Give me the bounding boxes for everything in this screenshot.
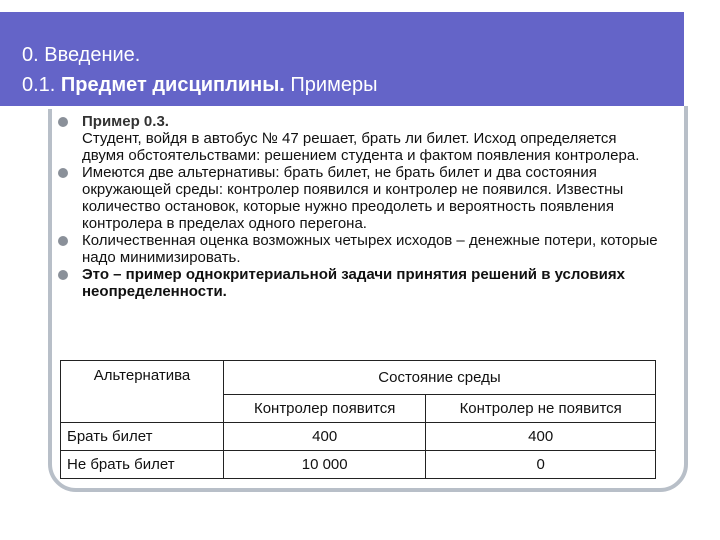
title-line-2	[22, 74, 377, 97]
column-controller-appears: Контролер появится	[224, 394, 426, 422]
column-controller-not-appears: Контролер не появится	[426, 394, 656, 422]
example-heading: Пример 0.3.	[82, 113, 169, 130]
cell-value: 10 000	[224, 450, 426, 478]
bullet-icon	[58, 117, 68, 127]
table-row	[61, 422, 656, 450]
bullet-icon	[58, 168, 68, 178]
header-gap	[684, 12, 720, 106]
bullet-icon	[58, 270, 68, 280]
decision-table	[60, 360, 656, 479]
bullet-item	[58, 232, 658, 266]
table-row	[61, 450, 656, 478]
table-subheader-row	[61, 394, 656, 422]
bullet-list	[58, 113, 658, 300]
title-number: 0.1.	[22, 74, 56, 96]
bullet-item	[58, 113, 658, 164]
alternative-header: Альтернатива	[61, 361, 224, 395]
row-label: Брать билет	[61, 422, 224, 450]
cell-value: 400	[224, 422, 426, 450]
title-line-1: 0. Введение.	[22, 44, 141, 66]
title-bold: Предмет дисциплины.	[60, 74, 285, 96]
title-rest: Примеры	[290, 74, 378, 96]
title-underline	[0, 106, 636, 109]
alternative-header-spacer	[61, 394, 224, 422]
bullet-text: Студент, войдя в автобус № 47 решает, брать ли билет. Исход определяется двумя обстоятельствами: решением студента и фактом появления контролера.	[82, 130, 640, 164]
bullet-icon	[58, 236, 68, 246]
title-band	[0, 12, 712, 106]
bullet-text: Это – пример однокритериальной задачи принятия решений в условиях неопределенности.	[82, 266, 625, 300]
row-label: Не брать билет	[61, 450, 224, 478]
cell-value: 400	[426, 422, 656, 450]
state-header: Состояние среды	[224, 361, 656, 395]
table-header-row	[61, 361, 656, 395]
bullet-text: Имеются две альтернативы: брать билет, не брать билет и два состояния окружающей среды: контролер появился и контролер не появился. Известны количество остановок, которые нужно преодолеть и вероятность появления контролера в пределах одного перегона.	[82, 164, 624, 232]
bullet-text: Количественная оценка возможных четырех исходов – денежные потери, которые надо минимизировать.	[82, 232, 658, 266]
bullet-item	[58, 266, 658, 300]
cell-value: 0	[426, 450, 656, 478]
bullet-item	[58, 164, 658, 232]
